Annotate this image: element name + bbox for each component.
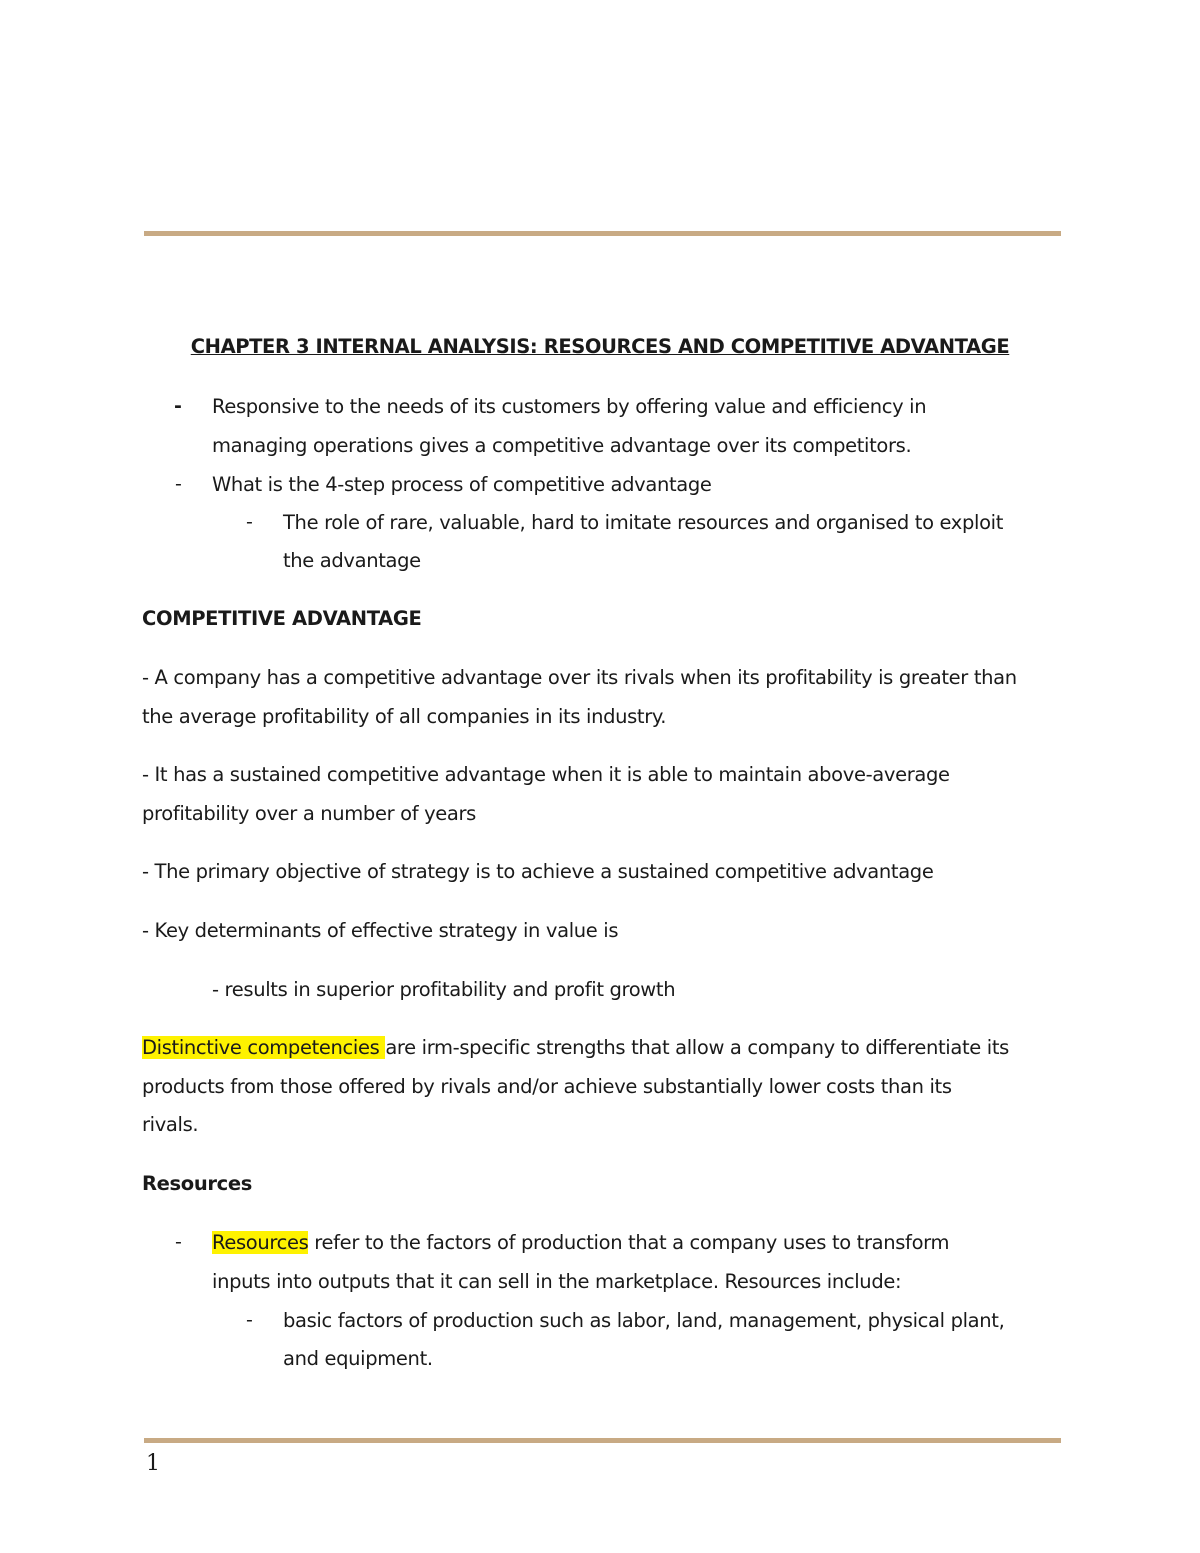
ca-paragraph-4: - Key determinants of effective strategy in value is: [142, 919, 619, 942]
distinctive-line-1: [142, 1035, 1009, 1060]
sub-bullet-marker: -: [246, 1309, 253, 1331]
intro-sub-bullet-line-2: the advantage: [283, 549, 421, 572]
footer-rule: [144, 1438, 1061, 1443]
bullet-marker: -: [174, 395, 182, 417]
highlighted-term: Resources: [212, 1231, 309, 1254]
distinctive-line-1-text: are irm-specific strengths that allow a company to differentiate its: [385, 1036, 1009, 1059]
bullet-marker: -: [175, 473, 182, 495]
intro-sub-bullet-line-1: The role of rare, valuable, hard to imitate resources and organised to exploit: [283, 511, 1004, 534]
header-rule: [144, 231, 1061, 236]
ca-paragraph-2-line-2: profitability over a number of years: [142, 802, 476, 825]
ca-paragraph-2-line-1: - It has a sustained competitive advantage when it is able to maintain above-average: [142, 763, 950, 786]
intro-bullet-2: What is the 4-step process of competitive advantage: [212, 473, 712, 496]
intro-bullet-1-line-2: managing operations gives a competitive advantage over its competitors.: [212, 434, 912, 457]
sub-bullet-marker: -: [246, 511, 253, 533]
page-number: 1: [146, 1451, 160, 1476]
distinctive-line-3: rivals.: [142, 1113, 199, 1136]
chapter-title: CHAPTER 3 INTERNAL ANALYSIS: RESOURCES AND COMPETITIVE ADVANTAGE: [190, 335, 1010, 358]
distinctive-line-2: products from those offered by rivals and/or achieve substantially lower costs than its: [142, 1075, 952, 1098]
ca-paragraph-1-line-2: the average profitability of all companies in its industry.: [142, 705, 667, 728]
resources-bullet-1-text: refer to the factors of production that a company uses to transform: [308, 1231, 950, 1254]
intro-bullet-1-line-1: Responsive to the needs of its customers by offering value and efficiency in: [212, 395, 927, 418]
bullet-marker: -: [175, 1231, 182, 1253]
resources-sub-bullet-line-1: basic factors of production such as labor, land, management, physical plant,: [283, 1309, 1005, 1332]
section-heading-resources: Resources: [142, 1172, 252, 1195]
section-heading-competitive-advantage: COMPETITIVE ADVANTAGE: [142, 607, 422, 630]
resources-bullet-1-line-2: inputs into outputs that it can sell in the marketplace. Resources include:: [212, 1270, 902, 1293]
highlighted-term: Distinctive competencies: [142, 1036, 386, 1059]
resources-bullet-1-line-1: [212, 1230, 949, 1255]
resources-sub-bullet-line-2: and equipment.: [283, 1347, 433, 1370]
ca-paragraph-5: - results in superior profitability and profit growth: [212, 978, 676, 1001]
ca-paragraph-1-line-1: - A company has a competitive advantage over its rivals when its profitability is greater than: [142, 666, 1017, 689]
ca-paragraph-3: - The primary objective of strategy is to achieve a sustained competitive advantage: [142, 860, 934, 883]
